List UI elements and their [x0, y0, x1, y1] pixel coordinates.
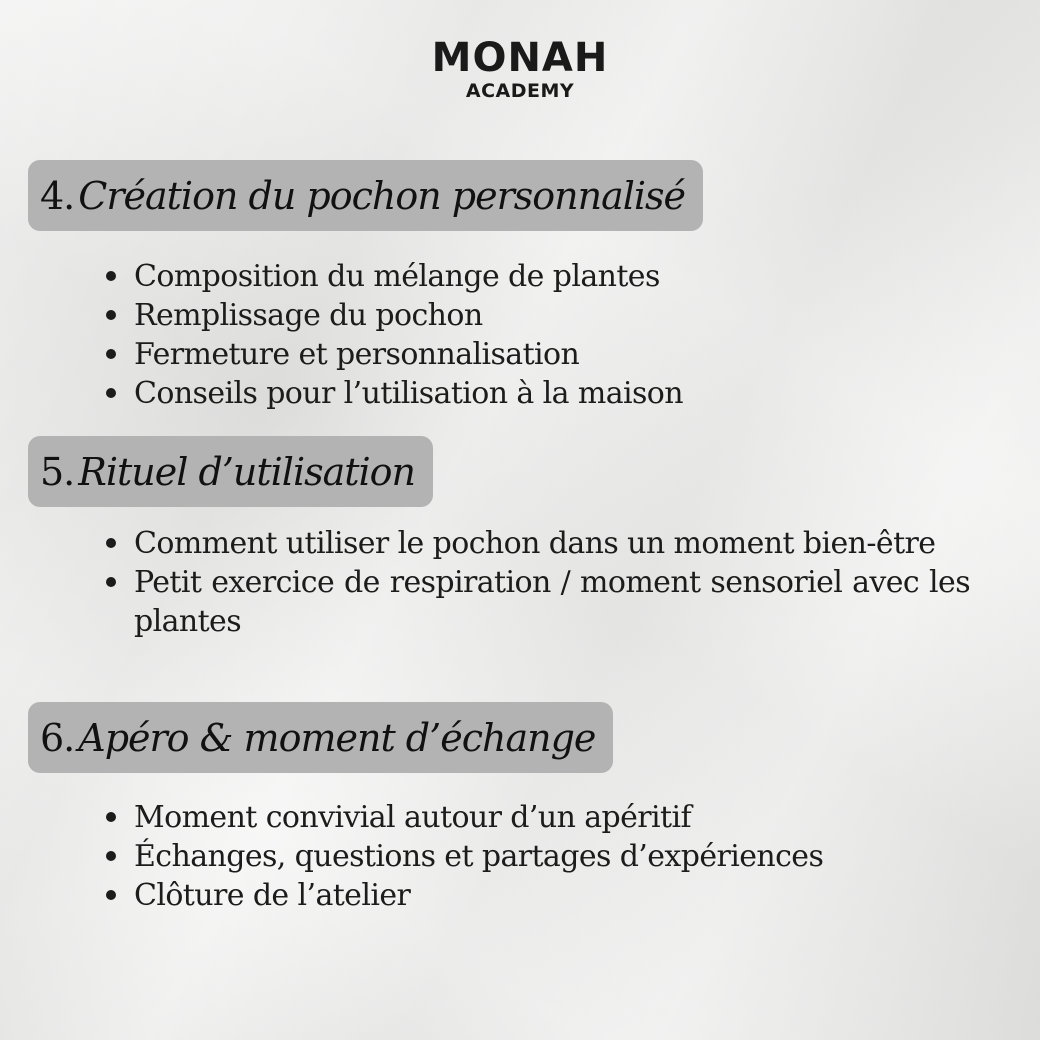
list-item: Comment utiliser le pochon dans un moment bien-être [100, 524, 970, 563]
list-item: Remplissage du pochon [100, 296, 970, 335]
list-item: Moment convivial autour d’un apéritif [100, 798, 970, 837]
section-heading-6 [28, 702, 613, 773]
section-number: 6. [40, 715, 75, 760]
section-title: Rituel d’utilisation [78, 449, 416, 494]
list-item: Petit exercice de respiration / moment sensoriel avec les plantes [100, 563, 970, 641]
section-list-4 [100, 257, 970, 413]
section-list-5 [100, 524, 970, 641]
logo [0, 36, 1040, 102]
list-item: Fermeture et personnalisation [100, 335, 970, 374]
logo-sub-text: ACADEMY [465, 80, 575, 102]
section-number: 5. [40, 449, 75, 494]
section-title: Apéro & moment d’échange [78, 715, 596, 760]
section-number: 4. [40, 173, 75, 218]
list-item: Composition du mélange de plantes [100, 257, 970, 296]
section-heading-5 [28, 436, 433, 507]
list-item: Conseils pour l’utilisation à la maison [100, 374, 970, 413]
list-item: Échanges, questions et partages d’expériences [100, 837, 840, 876]
logo-main-text: MONAH [431, 35, 609, 81]
section-list-6 [100, 798, 970, 915]
section-title: Création du pochon personnalisé [78, 173, 686, 218]
list-item: Clôture de l’atelier [100, 876, 970, 915]
section-heading-4 [28, 160, 703, 231]
